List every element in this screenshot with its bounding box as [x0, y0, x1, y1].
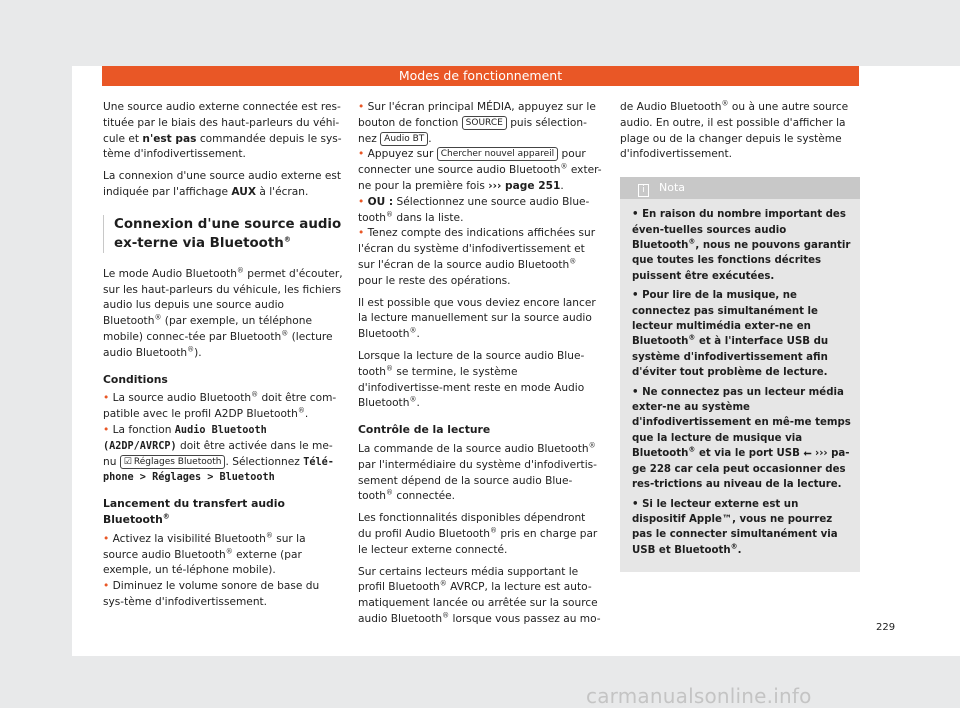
column-1 [103, 100, 343, 617]
paragraph: Sur certains lecteurs média supportant le profil Bluetooth® AVRCP, la lecture est auto-matiquement lancée ou arrêtée sur la source audio Bluetooth® lorsque vous passez au mo- [358, 565, 601, 625]
paragraph: Il est possible que vous deviez encore lancer la lecture manuellement sur la source audio Bluetooth®. [358, 296, 596, 341]
paragraph: Une source audio externe connectée est res-tituée par le biais des haut-parleurs du véhi-cule et n'est pas commandée depuis le sys-tème d'infodivertissement. [103, 101, 342, 161]
note-item: • En raison du nombre important des éven-tuelles sources audio Bluetooth®, nous ne pouvons garantir que toutes les fonctions décrites puissent être exécutées. [632, 209, 851, 282]
list-item: • Activez la visibilité Bluetooth® sur la source audio Bluetooth® externe (par exemple, un té-léphone mobile). [103, 531, 306, 577]
section-heading: Connexion d'une source audio ex-terne via Bluetooth® [103, 215, 343, 253]
source-key: SOURCE [462, 116, 507, 130]
column-2 [358, 100, 602, 634]
note-item: • Pour lire de la musique, ne connectez pas simultanément le lecteur multimédia exter-ne en Bluetooth® et à l'interface USB du système d'infodivertissement afin d'éviter tout problème de lecture. [632, 290, 829, 379]
list-item: • Tenez compte des indications affichées sur l'écran du système d'infodivertissement et sur l'écran de la source audio Bluetooth® pour le reste des opérations. [358, 227, 596, 287]
checkbox-icon: ☑ [123, 456, 132, 467]
info-icon: i [638, 184, 649, 197]
subheading-launch: Lancement du transfert audio Bluetooth® [103, 497, 285, 526]
paragraph: La commande de la source audio Bluetooth® par l'intermédiaire du système d'infodivertis-sement dépend de la source audio Blue-tooth® connectée. [358, 441, 597, 503]
subheading-control: Contrôle de la lecture [358, 423, 491, 437]
paragraph: Lorsque la lecture de la source audio Blue-tooth® se termine, le système d'infodivertisse-ment reste en mode Audio Bluetooth®. [358, 349, 585, 410]
note-item: • Si le lecteur externe est un dispositif Apple™, vous ne pourrez pas le connecter simultanément via USB et Bluetooth®. [632, 498, 838, 556]
column-3 [620, 100, 860, 572]
list-item: • Appuyez sur Chercher nouvel appareil pour connecter une source audio Bluetooth® exter-ne pour la première fois ››› page 251. [358, 148, 602, 192]
page-reference: ››› page 251 [488, 179, 561, 192]
list-item: • La fonction Audio Bluetooth (A2DP/AVRCP) doit être activée dans le me-nu ☑ Réglages Bluetooth . Sélectionnez Télé-phone > Réglages > Bluetooth [103, 423, 334, 484]
list-item: • Diminuez le volume sonore de base du sys-tème d'infodivertissement. [103, 580, 320, 608]
list-item: • OU : Sélectionnez une source audio Blue-tooth® dans la liste. [358, 195, 590, 224]
watermark: carmanualsonline.info [586, 684, 812, 708]
note-box [620, 177, 860, 572]
page-reference: ››› pa-ge 228 [632, 448, 850, 475]
usb-icon: ⭠ [803, 448, 812, 460]
list-item: • La source audio Bluetooth® doit être com-patible avec le profil A2DP Bluetooth®. [103, 390, 337, 421]
note-item: • Ne connectez pas un lecteur média exter-ne au système d'infodivertissement en mê-me temps que la lecture de musique via Bluetooth® et via le port USB ⭠ ››› pa-ge 228 car cela peut occasionner des res-trictions au niveau de la lecture. [632, 386, 851, 491]
note-header: i Nota [620, 177, 860, 199]
section-header: Modes de fonctionnement [102, 66, 859, 86]
list-item: • Sur l'écran principal MÉDIA, appuyez sur le bouton de fonction SOURCE puis sélection-nez Audio BT . [358, 101, 596, 145]
paragraph: Le mode Audio Bluetooth® permet d'écouter, sur les haut-parleurs du véhicule, les fichiers audio lus depuis une source audio Bluetooth® (par exemple, un téléphone mobile) connec-tée par Bluetooth® (lecture audio Bluetooth®). [103, 266, 343, 359]
paragraph: La connexion d'une source audio externe est indiquée par l'affichage AUX à l'écran. [103, 170, 342, 198]
paragraph: de Audio Bluetooth® ou à une autre source audio. En outre, il est possible d'afficher la plage ou de la changer depuis le système d'infodivertissement. [620, 99, 849, 161]
paragraph: Les fonctionnalités disponibles dépendront du profil Audio Bluetooth® pris en charge par le lecteur externe connecté. [358, 512, 598, 556]
search-device-key: Chercher nouvel appareil [437, 147, 558, 161]
page-number: 229 [876, 622, 896, 633]
subheading-conditions: Conditions [103, 372, 168, 386]
audio-bt-key: Audio BT [380, 132, 428, 146]
settings-key: ☑ Réglages Bluetooth [120, 455, 226, 469]
